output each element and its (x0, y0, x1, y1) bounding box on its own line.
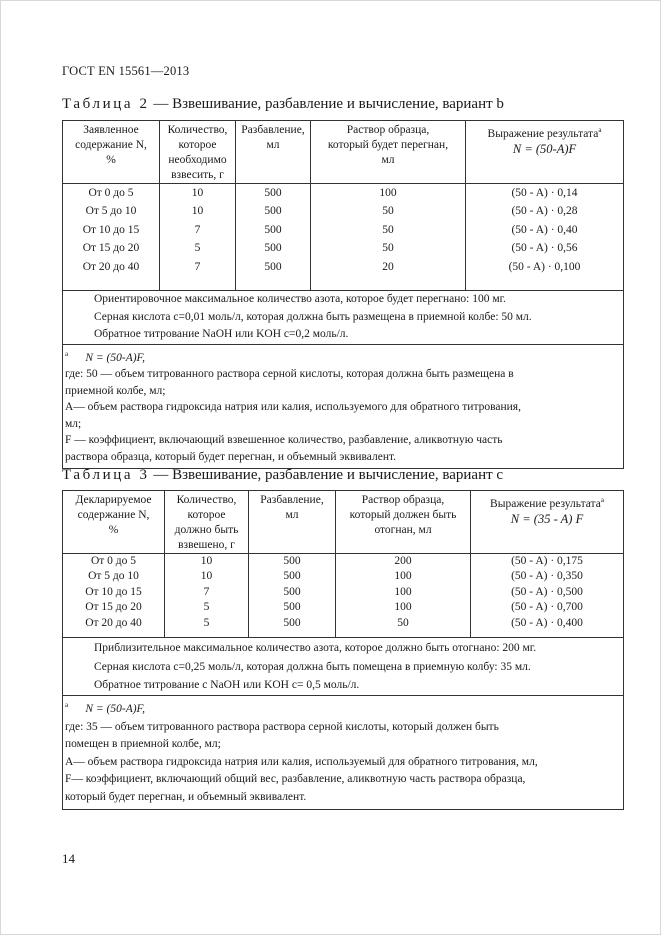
table-cell: 10 (191, 187, 204, 199)
table-cell: 7 (194, 223, 201, 236)
table-cell: От 15 до 20 (85, 601, 142, 614)
table-cell: 7 (203, 585, 210, 598)
t3-col-dilution (249, 554, 336, 638)
table-cell: От 5 до 10 (85, 205, 137, 218)
table-cell: От 5 до 10 (88, 570, 139, 583)
table-cell: 500 (264, 260, 282, 273)
table-cell: 500 (264, 223, 282, 236)
table-cell: 100 (394, 601, 412, 614)
table-cell: От 0 до 5 (88, 187, 134, 199)
table-cell: 500 (264, 187, 282, 199)
table-3-label: Таблица 3 (62, 467, 150, 483)
table-2-notes (63, 291, 624, 345)
t2-col-dilution (236, 184, 311, 291)
table-cell: От 20 до 40 (85, 616, 142, 629)
table-cell: От 15 до 20 (82, 242, 140, 255)
table-cell: (50 - A) · 0,28 (511, 205, 578, 218)
table-cell: 5 (203, 601, 210, 614)
footnote-line: мл; (65, 417, 82, 430)
t2-col-result (466, 184, 624, 291)
note-line: Серная кислота c=0,01 моль/л, которая должна быть размещена в приемной колбе: 50 мл. (94, 310, 532, 323)
table-cell: 100 (379, 187, 397, 199)
note-line: Ориентировочное максимальное количество азота, которое будет перегнано: 100 мг. (94, 293, 506, 305)
footnote-formula: N = (50-A)F, (85, 351, 145, 364)
footnote-line: A— объем раствора гидроксида натрия или калия, используемого для обратного титрования, (65, 401, 521, 414)
table-3-notes (63, 638, 624, 696)
t3-header-dilution: Разбавление, мл (249, 491, 336, 554)
t2-header-dilution: Разбавление, мл (236, 121, 311, 184)
table-cell: (50 - A) · 0,700 (511, 601, 583, 614)
footnote-ref: a (598, 126, 602, 134)
t2-header-quantity: Количество, которое необходимо взвесить, г (160, 121, 236, 184)
table-cell: (50 - A) · 0,175 (511, 555, 583, 567)
footnote-formula: N = (50-A)F, (85, 703, 145, 715)
t3-header-content: Декларируемое содержание N, % (63, 491, 165, 554)
table-cell: 50 (397, 616, 409, 629)
table-cell: 500 (283, 616, 301, 629)
table-cell: 100 (394, 570, 412, 583)
table-cell: 7 (194, 260, 201, 273)
footnote-line: раствора образца, который будет перегнан, и объемный эквивалент. (65, 450, 397, 463)
table-3 (62, 490, 624, 810)
footnote-line: F — коэффициент, включающий взвешенное количество, разбавление, аликвотную часть (65, 434, 503, 447)
table-cell: 500 (264, 242, 282, 255)
table-cell: (50 - A) · 0,400 (511, 616, 583, 629)
page-number: 14 (62, 851, 75, 866)
footnote-line: который будет перегнан, и объемный эквивалент. (65, 790, 307, 803)
table-cell: 50 (382, 242, 394, 255)
table-3-notes-row (63, 638, 624, 696)
footnote-line: где: 35 — объем титрованного раствора раствора серной кислоты, который должен быть (65, 720, 499, 733)
footnote-line: F— коэффициент, включающий общий вес, разбавление, аликвотную часть раствора образца, (65, 773, 526, 785)
t3-col-result (471, 554, 624, 638)
table-cell: 500 (283, 601, 301, 614)
table-cell: 100 (394, 585, 412, 598)
table-3-data-rows (63, 554, 624, 638)
footnote-mark: a (65, 701, 69, 709)
table-cell: 20 (382, 260, 394, 273)
t3-header-quantity: Количество, которое должно быть взвешено, г (165, 491, 249, 554)
table-cell: 500 (264, 205, 282, 218)
table-cell: (50 - A) · 0,350 (511, 570, 583, 583)
table-cell: От 20 до 40 (82, 260, 140, 273)
table-cell: 500 (283, 585, 301, 598)
footnote-line: A— объем раствора гидроксида натрия или калия, используемый для обратного титрования, мл, (65, 755, 538, 768)
table-2-caption (62, 96, 504, 113)
table-3-footnote-row (63, 696, 624, 810)
table-cell: 500 (283, 570, 301, 583)
table-cell: 200 (394, 555, 412, 567)
table-2-header-row (63, 121, 624, 184)
table-2-label: Таблица 2 (62, 96, 150, 112)
note-line: Серная кислота c=0,25 моль/л, которая должна быть помещена в приемную колбу: 35 мл. (94, 660, 531, 673)
table-2 (62, 120, 624, 469)
table-cell: От 10 до 15 (85, 585, 142, 598)
table-2-title: — Взвешивание, разбавление и вычисление, вариант b (149, 96, 504, 112)
table-cell: 10 (200, 570, 213, 583)
table-cell: (50 - A) · 0,40 (511, 223, 578, 236)
table-cell: От 0 до 5 (90, 555, 137, 567)
t3-header-result: Выражение результата$^a$ N = (35 - A) F (471, 491, 624, 554)
table-3-footnote (63, 696, 624, 810)
footnote-line: где: 50 — объем титрованного раствора серной кислоты, которая должна быть размещена в (65, 368, 514, 381)
table-3-title: — Взвешивание, разбавление и вычисление, вариант c (149, 467, 504, 483)
table-cell: От 10 до 15 (82, 223, 140, 236)
table-cell: (50 - A) · 0,100 (508, 260, 581, 273)
t3-header-sample: Раствор образца, который должен быть отогнан, мл (336, 491, 471, 554)
table-cell: 10 (200, 555, 213, 567)
t2-col-sample (311, 184, 466, 291)
table-3-caption (62, 467, 503, 484)
footnote-line: помещен в приемной колбе, мл; (65, 738, 221, 750)
t2-header-sample: Раствор образца, который будет перегнан, мл (311, 121, 466, 184)
t2-col-quantity (160, 184, 236, 291)
t2-col-content (63, 184, 160, 291)
table-cell: 5 (194, 242, 201, 255)
t3-col-quantity (165, 554, 249, 638)
t3-col-content (63, 554, 165, 638)
t2-header-content: Заявленное содержание N, % (63, 121, 160, 184)
table-cell: (50 - A) · 0,500 (511, 585, 583, 598)
t3-col-sample (336, 554, 471, 638)
standard-code: ГОСТ EN 15561—2013 (62, 64, 190, 78)
footnote-mark: a (65, 349, 69, 358)
table-2-notes-row (63, 291, 624, 345)
note-line: Приблизительное максимальное количество азота, которое должно быть отогнано: 200 мг. (94, 642, 537, 654)
note-line: Обратное титрование NaOH или KOH c=0,2 моль/л. (94, 328, 349, 341)
table-cell: (50 - A) · 0,14 (511, 187, 578, 199)
table-3-header-row (63, 491, 624, 554)
t2-header-result: Выражение результата$^a$ N = (50-A)F (466, 121, 624, 184)
table-cell: 50 (382, 223, 394, 236)
table-2-footnote-row (63, 344, 624, 469)
table-cell: 500 (283, 555, 301, 567)
table-cell: 50 (382, 205, 394, 218)
note-line: Обратное титрование с NaOH или KOH c= 0,5 моль/л. (94, 679, 360, 691)
footnote-ref: a (600, 496, 604, 504)
footnote-line: приемной колбе, мл; (65, 384, 166, 397)
table-2-footnote (63, 344, 624, 469)
table-cell: (50 - A) · 0,56 (511, 242, 578, 255)
table-2-data-rows (63, 184, 624, 291)
table-cell: 5 (203, 616, 210, 629)
table-cell: 10 (191, 205, 204, 218)
